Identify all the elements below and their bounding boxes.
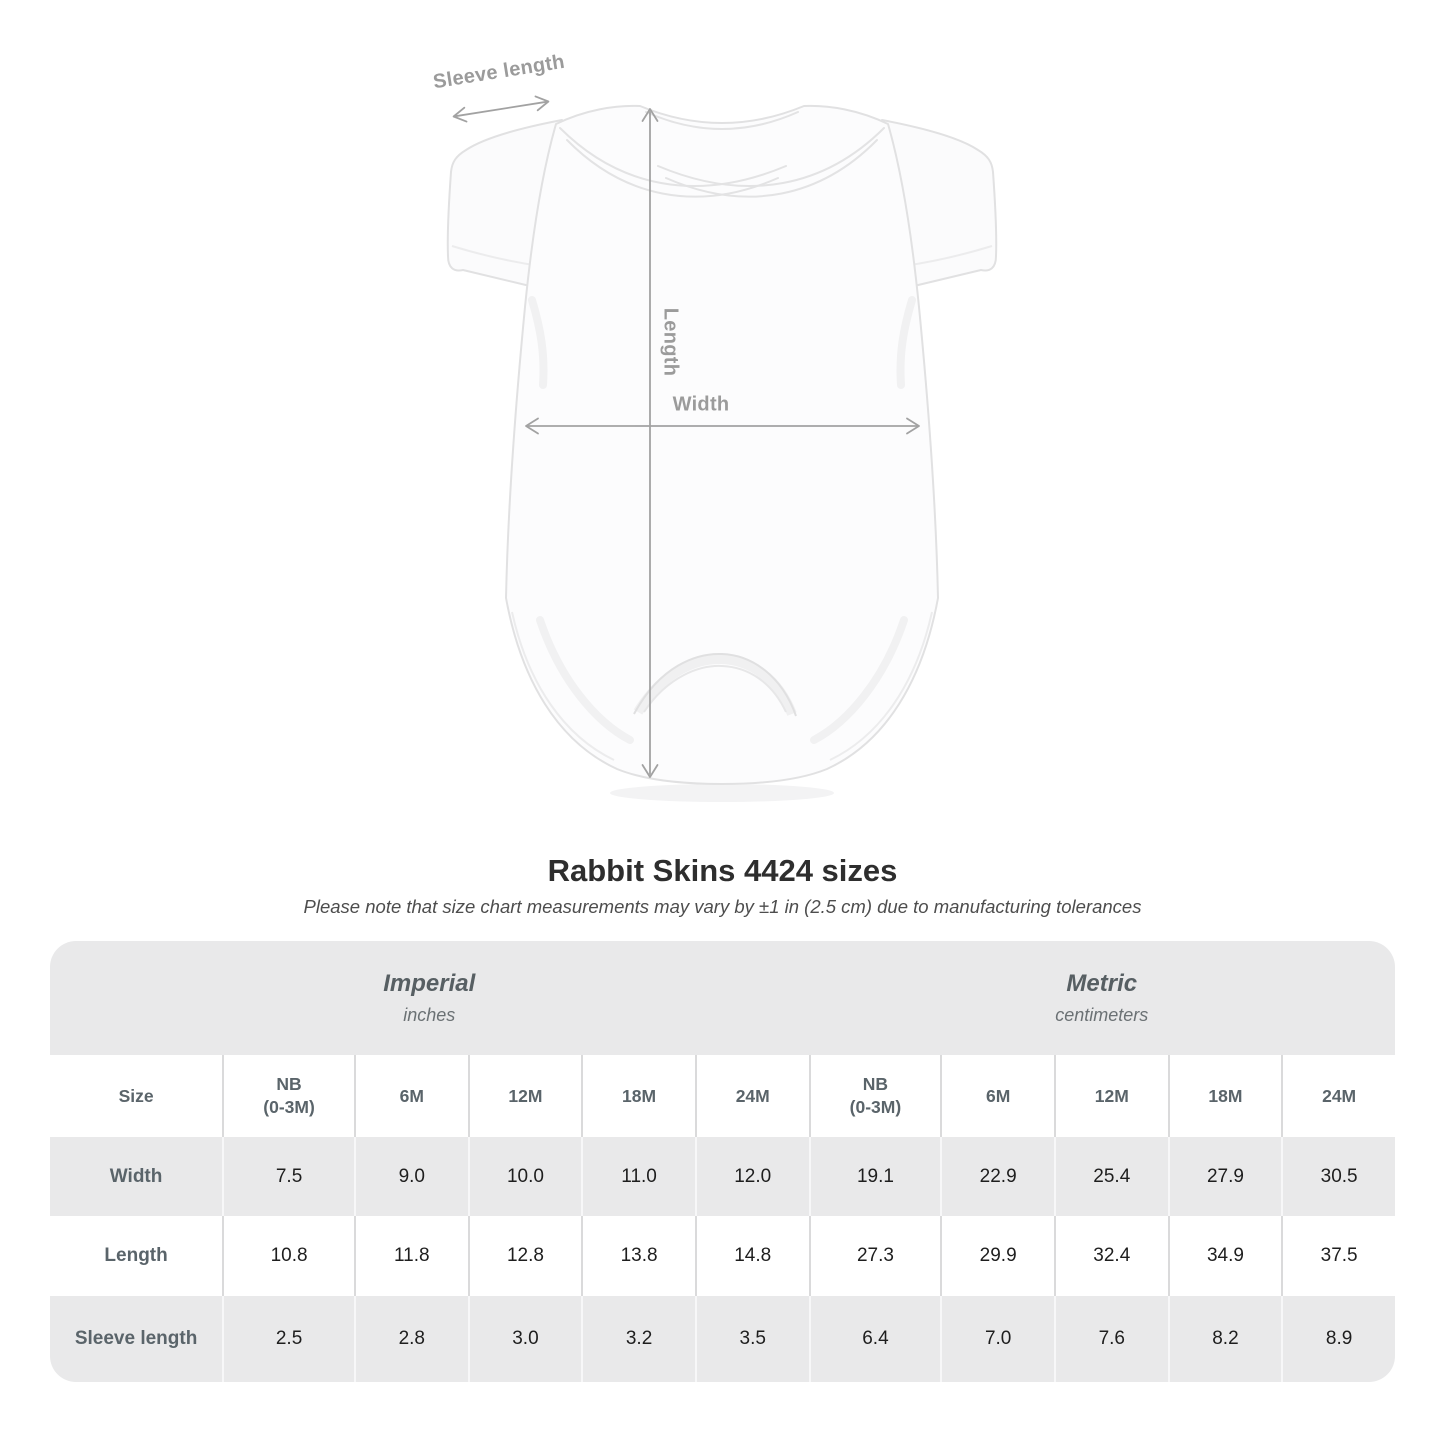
col-header-6m-metric: 6M	[940, 1055, 1054, 1137]
imperial-group-title: Imperial	[383, 970, 476, 997]
metric-group-header	[809, 941, 1395, 1055]
row-label-length: Length	[50, 1216, 222, 1296]
value-cell: 34.9	[1168, 1216, 1282, 1296]
row-label-sleeve-length: Sleeve length	[50, 1296, 222, 1382]
value-cell: 8.2	[1168, 1296, 1282, 1382]
table-row-length	[50, 1216, 1395, 1296]
value-cell: 25.4	[1054, 1137, 1168, 1216]
tolerance-note: Please note that size chart measurements may vary by ±1 in (2.5 cm) due to manufacturing tolerances	[303, 896, 1142, 917]
column-header-row	[50, 1055, 1395, 1137]
col-header-nb-imperial: NB (0-3M)	[222, 1055, 354, 1137]
unit-group-row	[50, 941, 1395, 1055]
value-cell: 27.3	[809, 1216, 941, 1296]
value-cell: 7.5	[222, 1137, 354, 1216]
value-cell: 37.5	[1281, 1216, 1395, 1296]
col-header-18m-metric: 18M	[1168, 1055, 1282, 1137]
value-cell: 13.8	[581, 1216, 695, 1296]
sleeve-length-arrow	[452, 95, 549, 124]
col-header-24m-metric: 24M	[1281, 1055, 1395, 1137]
metric-group-unit: centimeters	[1055, 1005, 1149, 1025]
value-cell: 14.8	[695, 1216, 809, 1296]
value-cell: 2.5	[222, 1296, 354, 1382]
col-header-12m-imperial: 12M	[468, 1055, 582, 1137]
value-cell: 19.1	[809, 1137, 941, 1216]
value-cell: 22.9	[940, 1137, 1054, 1216]
value-cell: 7.6	[1054, 1296, 1168, 1382]
col-header-18m-imperial: 18M	[581, 1055, 695, 1137]
col-header-12m-metric: 12M	[1054, 1055, 1168, 1137]
size-corner-header: Size	[50, 1055, 222, 1137]
sleeve-length-label: Sleeve length	[431, 50, 567, 94]
imperial-group-header	[50, 941, 809, 1055]
table-row-width	[50, 1137, 1395, 1216]
value-cell: 10.8	[222, 1216, 354, 1296]
value-cell: 30.5	[1281, 1137, 1395, 1216]
col-header-6m-imperial: 6M	[354, 1055, 468, 1137]
value-cell: 10.0	[468, 1137, 582, 1216]
value-cell: 9.0	[354, 1137, 468, 1216]
value-cell: 27.9	[1168, 1137, 1282, 1216]
col-header-nb-metric: NB (0-3M)	[809, 1055, 941, 1137]
value-cell: 12.0	[695, 1137, 809, 1216]
value-cell: 7.0	[940, 1296, 1054, 1382]
length-label: Length	[659, 307, 682, 377]
value-cell: 11.0	[581, 1137, 695, 1216]
imperial-group-unit: inches	[403, 1005, 456, 1025]
size-table	[50, 941, 1395, 1382]
value-cell: 11.8	[354, 1216, 468, 1296]
value-cell: 6.4	[809, 1296, 941, 1382]
value-cell: 2.8	[354, 1296, 468, 1382]
value-cell: 3.5	[695, 1296, 809, 1382]
table-row-sleeve-length	[50, 1296, 1395, 1382]
value-cell: 12.8	[468, 1216, 582, 1296]
value-cell: 8.9	[1281, 1296, 1395, 1382]
value-cell: 32.4	[1054, 1216, 1168, 1296]
col-header-24m-imperial: 24M	[695, 1055, 809, 1137]
value-cell: 3.0	[468, 1296, 582, 1382]
width-label: Width	[672, 393, 730, 416]
ground-shadow	[610, 784, 834, 802]
value-cell: 3.2	[581, 1296, 695, 1382]
metric-group-title: Metric	[1066, 970, 1138, 997]
row-label-width: Width	[50, 1137, 222, 1216]
page-title: Rabbit Skins 4424 sizes	[547, 853, 898, 888]
value-cell: 29.9	[940, 1216, 1054, 1296]
